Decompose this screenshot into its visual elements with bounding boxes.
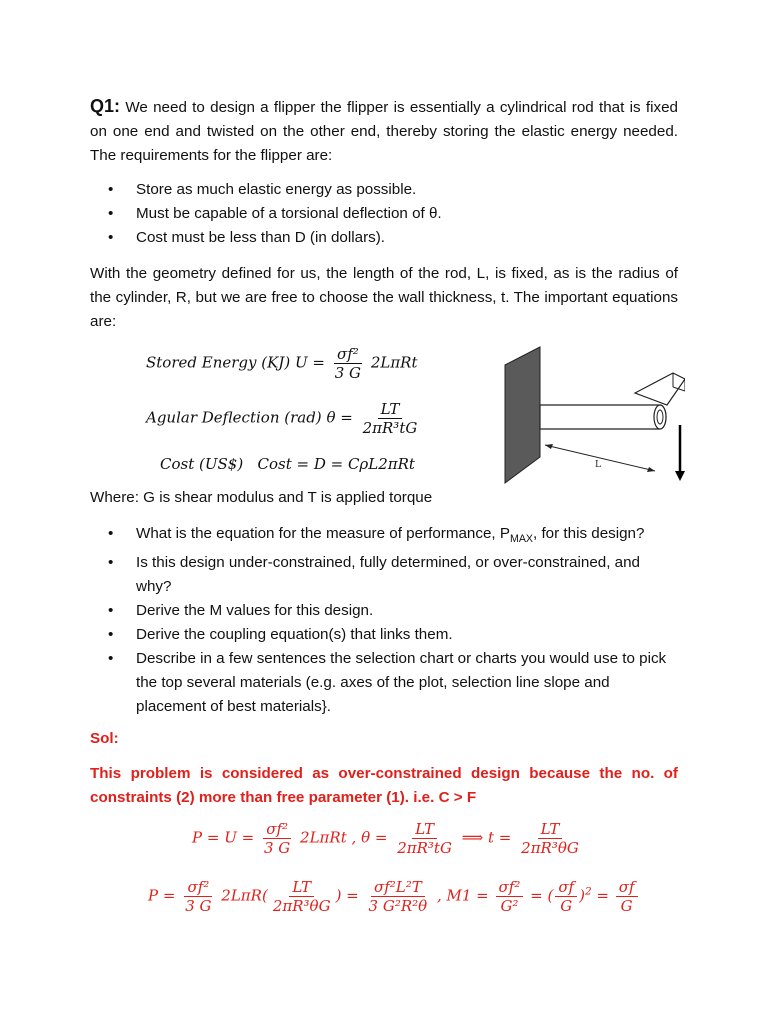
cost-expression: Cost = D = CρL2πRt: [257, 455, 415, 473]
m1-final-numerator: σf: [616, 878, 638, 897]
requirement-item: • Store as much elastic energy as possible.: [108, 178, 678, 202]
p-lhs: P = U =: [192, 828, 255, 847]
geometry-paragraph: With the geometry defined for us, the length of the rod, L, is fixed, as is the radius of the cylinder, R, but we are free to choose the wall thickness, t. The important equations are:: [90, 265, 678, 330]
cost-label: Cost (US$): [160, 455, 244, 473]
m1-numerator: σf²: [496, 878, 524, 897]
deflection-lhs: θ =: [326, 408, 353, 427]
result-denominator: 3 G²R²θ: [368, 897, 428, 915]
p2-lhs: P =: [148, 886, 176, 905]
cost-equation: [160, 455, 415, 473]
t-denominator: 2πR³θG: [521, 839, 579, 857]
m1-final-denominator: G: [620, 897, 633, 915]
energy-tail: 2LπRt: [370, 353, 418, 372]
solution-statement: This problem is considered as over-constrained design because the no. of constraints (2) more than free parameter (1). i.e. C > F: [90, 765, 678, 806]
p2-numerator: σf²: [184, 878, 212, 897]
energy-fraction: [332, 345, 364, 382]
torque-arrowhead: [675, 471, 685, 481]
fixed-wall: [505, 347, 540, 483]
question-intro-text: We need to design a flipper the flipper is essentially a cylindrical rod that is fixed on one end and twisted on the other end, thereby storing the elastic energy needed. The requirements for the flipper are:: [90, 99, 678, 164]
paren-denominator: 2πR³θG: [272, 897, 331, 915]
requirement-item: • Cost must be less than D (in dollars).: [108, 226, 678, 250]
result-fraction: [366, 878, 431, 915]
task-item: • Is this design under-constrained, fully determined, or over-constrained, and why?: [108, 551, 678, 599]
task-item: • Describe in a few sentences the selection chart or charts you would use to pick the top several materials (e.g. axes of the plot, selection line slope and placement of best materials}.: [108, 647, 678, 719]
theta-fraction: [394, 820, 455, 857]
p-denominator: 3 G: [263, 839, 291, 857]
energy-label: Stored Energy (KJ): [146, 353, 291, 372]
m1-paren-fraction: [555, 878, 577, 915]
theta-denominator: 2πR³tG: [397, 839, 452, 857]
task-item: • Derive the M values for this design.: [108, 599, 678, 623]
m1-denominator: G²: [500, 897, 519, 915]
energy-equation: [146, 345, 418, 382]
theta-numerator: LT: [412, 820, 437, 839]
length-label: L: [595, 460, 601, 470]
deflection-fraction: [360, 400, 421, 437]
p2-fraction: [182, 878, 214, 915]
deflection-label: Agular Deflection (rad): [146, 408, 322, 427]
m1-paren-denominator: G: [560, 897, 573, 915]
p-tail: 2LπRt ,: [300, 828, 357, 847]
p2-denominator: 3 G: [185, 897, 212, 915]
solution-equation-1: [192, 820, 584, 857]
question-label: Q1:: [90, 96, 121, 116]
deflection-numerator: LT: [378, 400, 403, 419]
requirements-list: [108, 178, 678, 250]
deflection-equation: [146, 400, 422, 437]
requirement-item: • Must be capable of a torsional deflection of θ.: [108, 202, 678, 226]
solution-equation-2: P = $\frac{\text{σf²}}{3 G}$ 2LπR( $\frac{LT}{\text{2πR³θG}}$ ) = $\frac{\text{σf²L²T}}{\text{3 G²R²θ}}$ , M1 = $\frac{\text{σf²}}{\text{G²}}$ = ( $\frac{\sigma f}{G}$ )$^2$ = $\frac{\sigma f}{G}$: [148, 878, 640, 915]
paren-numerator: LT: [289, 878, 314, 897]
task-item: [108, 522, 678, 551]
paren-fraction: [270, 878, 334, 915]
task-performance-text: What is the equation for the measure of performance, $P_{MAX}$, for this design?: [136, 525, 645, 546]
m1-paren-numerator: σf: [555, 878, 577, 897]
question-intro: [90, 94, 678, 168]
rod-end: [654, 405, 666, 429]
t-numerator: LT: [538, 820, 563, 839]
theta-lhs: θ =: [361, 828, 388, 847]
cylindrical-rod: [540, 405, 666, 429]
result-numerator: σf²L²T: [371, 878, 425, 897]
energy-numerator: σf²: [334, 345, 362, 364]
solution-label: Sol:: [90, 730, 119, 747]
energy-denominator: 3 G: [334, 364, 362, 382]
p2-mid: 2LπR: [221, 886, 262, 905]
where-text: Where: G is shear modulus and T is applied torque: [90, 489, 433, 506]
energy-lhs: U =: [294, 353, 325, 372]
tasks-list: [108, 522, 678, 719]
p-fraction: [261, 820, 293, 857]
deflection-denominator: 2πR³tG: [362, 419, 418, 437]
flipper-figure: [495, 345, 685, 485]
m1-final-fraction: [616, 878, 638, 915]
m1-fraction: [496, 878, 524, 915]
p-numerator: σf²: [263, 820, 291, 839]
t-fraction: [518, 820, 582, 857]
implies-t: ⟹ t =: [461, 828, 512, 847]
task-item: • Derive the coupling equation(s) that links them.: [108, 623, 678, 647]
m1-lhs: , M1 =: [436, 886, 489, 905]
